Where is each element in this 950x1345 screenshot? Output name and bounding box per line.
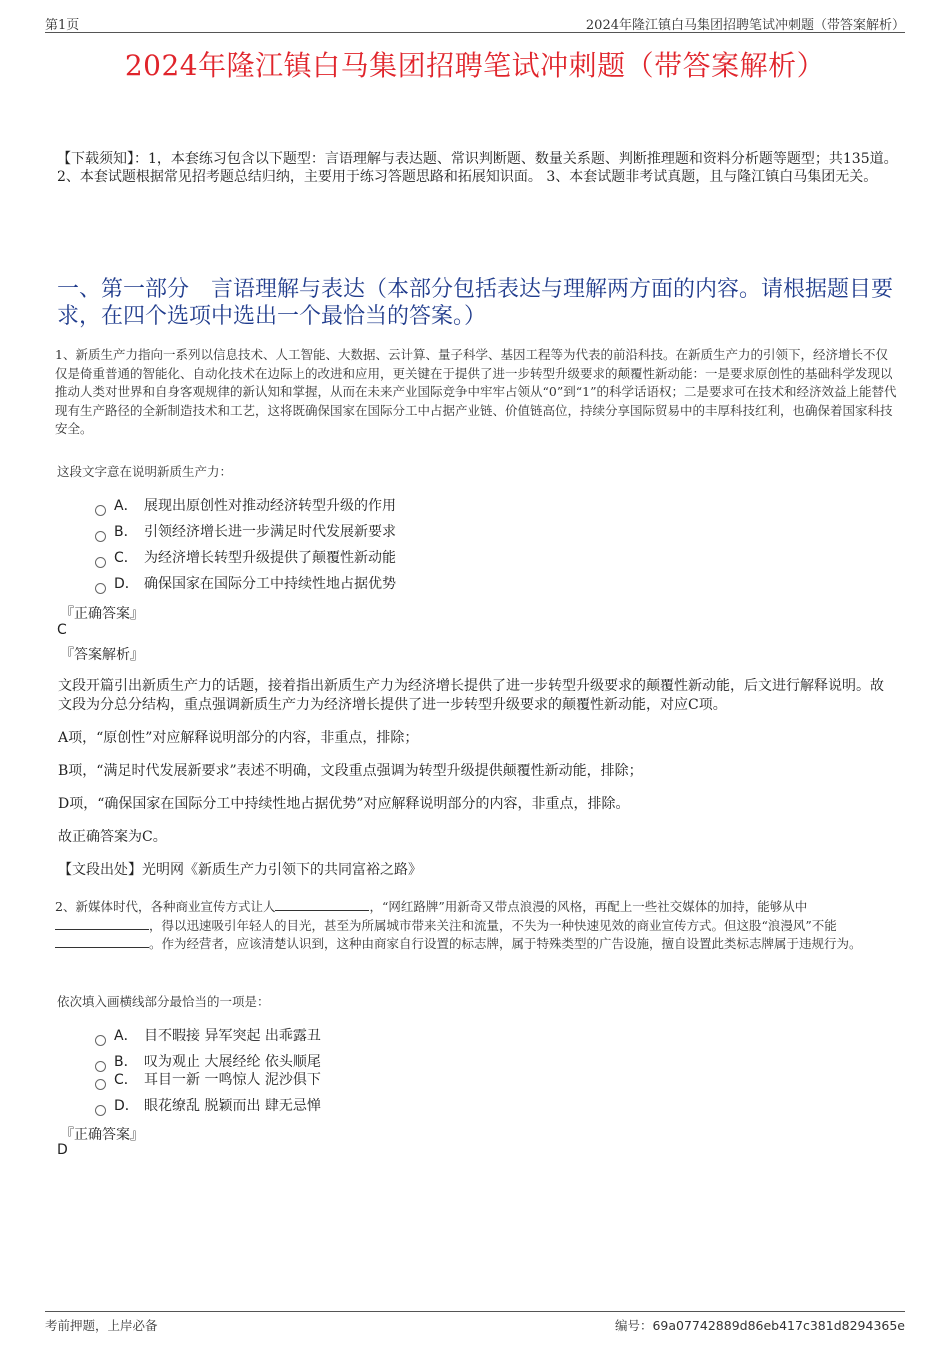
footer-divider bbox=[45, 1311, 905, 1312]
analysis-option-b: B项，“满足时代发展新要求”表述不明确，文段重点强调为转型升级提供颠覆性新动能，排除； bbox=[58, 763, 643, 779]
radio-icon[interactable] bbox=[95, 557, 106, 568]
radio-icon[interactable] bbox=[95, 1105, 106, 1116]
text-source: 【文段出处】光明网《新质生产力引领下的共同富裕之路》 bbox=[58, 862, 422, 878]
analysis-conclusion: 故正确答案为C。 bbox=[58, 829, 167, 845]
page-title: 2024年隆江镇白马集团招聘笔试冲刺题（带答案解析） bbox=[124, 49, 826, 82]
header-divider bbox=[45, 32, 905, 33]
question-1-option-c[interactable]: C． 为经济增长转型升级提供了颠覆性新动能 bbox=[95, 548, 396, 568]
download-notice: 【下载须知】：1，本套练习包含以下题型：言语理解与表达题、常识判断题、数量关系题、判断推理题和资料分析题等题型；共135道。 2、本套试题根据常见招考题总结归纳，主要用于练习答题思路和拓展知识面。 3、本套试题非考试真题，且与隆江镇白马集团无关。 bbox=[57, 151, 898, 185]
radio-icon[interactable] bbox=[95, 505, 106, 516]
radio-icon[interactable] bbox=[95, 531, 106, 542]
analysis-option-a: A项，“原创性”对应解释说明部分的内容，非重点，排除； bbox=[58, 730, 419, 746]
fill-blank-1[interactable] bbox=[275, 898, 369, 911]
footer-code: 编号：69a07742889d86eb417c381d8294365e bbox=[614, 1318, 905, 1333]
header-doc-title: 2024年隆江镇白马集团招聘笔试冲刺题（带答案解析） bbox=[585, 18, 905, 33]
analysis-option-d: D项，“确保国家在国际分工中持续性地占据优势”对应解释说明部分的内容，非重点，排除。 bbox=[58, 796, 630, 812]
question-1-option-d[interactable]: D． 确保国家在国际分工中持续性地占据优势 bbox=[95, 574, 396, 594]
question-2-option-a[interactable]: A． 目不暇接 异军突起 出乖露丑 bbox=[95, 1026, 321, 1046]
answer-label: 『正确答案』 bbox=[60, 1127, 144, 1143]
answer-label: 『正确答案』 bbox=[60, 606, 144, 622]
analysis-paragraph: 文段开篇引出新质生产力的话题，接着指出新质生产力为经济增长提供了进一步转型升级要求的颠覆性新动能，后文进行解释说明。故文段为分总分结构，重点强调新质生产力为经济增长提供了进一步转型升级要求的颠覆性新动能，对应C项。 bbox=[58, 678, 884, 713]
question-2-stem: 依次填入画横线部分最恰当的一项是： bbox=[57, 994, 270, 1009]
fill-blank-2[interactable] bbox=[55, 917, 149, 930]
question-2-text: 2、新媒体时代，各种商业宣传方式让人 ，“网红路牌”用新奇又带点浪漫的风格，再配上一些社交媒体的加持，能够从中，得以迅速吸引年轻人的目光，甚至为所属城市带来关注和流量，不失为一种快速见效的商业宣传方式。但这股“浪漫风”不能。作为经营者，应该清楚认识到，这种由商家自行设置的标志牌，属于特殊类型的广告设施，擅自设置此类标志牌属于违规行为。 bbox=[55, 899, 862, 951]
analysis-label: 『答案解析』 bbox=[60, 647, 144, 663]
question-2-option-d[interactable]: D． 眼花缭乱 脱颖而出 肆无忌惮 bbox=[95, 1096, 321, 1116]
footer-slogan: 考前押题，上岸必备 bbox=[45, 1318, 158, 1333]
question-1-option-b[interactable]: B． 引领经济增长进一步满足时代发展新要求 bbox=[95, 522, 396, 542]
question-1-stem: 这段文字意在说明新质生产力： bbox=[57, 464, 233, 479]
answer-value: C bbox=[57, 622, 67, 638]
radio-icon[interactable] bbox=[95, 1079, 106, 1090]
question-1-text: 1、新质生产力指向一系列以信息技术、人工智能、大数据、云计算、量子科学、基因工程等为代表的前沿科技。在新质生产力的引领下，经济增长不仅仅是倚重普通的智能化、自动化技术在边际上的改进和应用，更关键在于提供了进一步转型升级要求的颠覆性新动能：一是要求原创性的基础科学发现以推动人类对世界和自身客观规律的新认知和掌握，从而在未来产业国际竞争中牢牢占领从“0”到“1”的科学话语权；二是要求可在技术和经济效益上能替代现有生产路径的全新制造技术和工艺，这将既确保国家在国际分工中占据产业链、价值链高位，持续分享国际贸易中的丰厚科技红利，也确保着国家科技安全。 bbox=[55, 347, 897, 436]
radio-icon[interactable] bbox=[95, 583, 106, 594]
question-1-option-a[interactable]: A． 展现出原创性对推动经济转型升级的作用 bbox=[95, 496, 396, 516]
radio-icon[interactable] bbox=[95, 1035, 106, 1046]
question-2-option-c[interactable]: C． 耳目一新 一鸣惊人 泥沙俱下 bbox=[95, 1070, 321, 1090]
question-2-option-b[interactable]: B． 叹为观止 大展经纶 依头顺尾 bbox=[95, 1052, 321, 1072]
section-heading: 一、第一部分 言语理解与表达（本部分包括表达与理解两方面的内容。请根据题目要求，在四个选项中选出一个最恰当的答案。） bbox=[57, 277, 894, 329]
page-number: 第1页 bbox=[45, 18, 80, 33]
fill-blank-3[interactable] bbox=[55, 935, 149, 948]
answer-value: D bbox=[57, 1142, 68, 1158]
